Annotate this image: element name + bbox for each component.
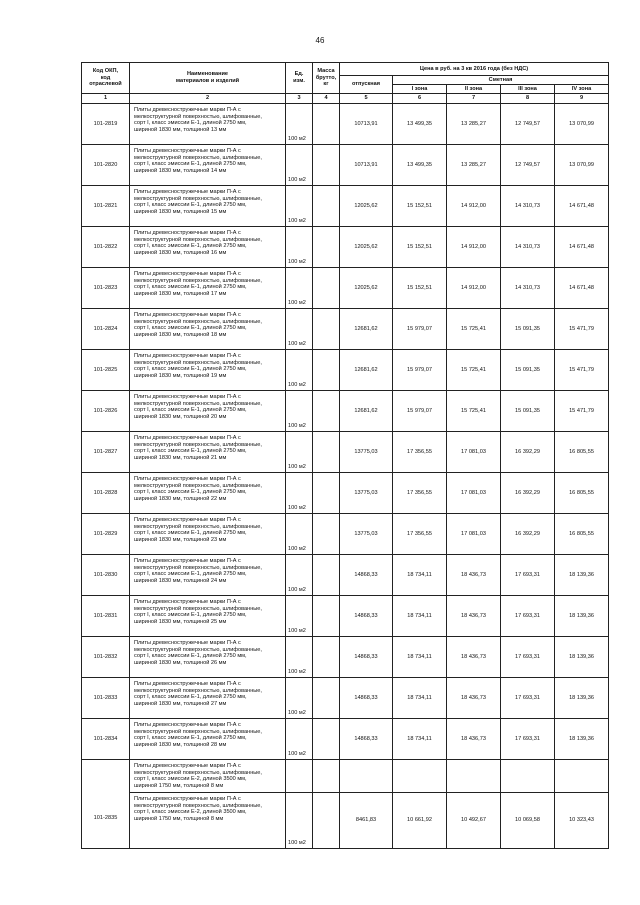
zone-1-price: 18 734,11 [393, 719, 447, 760]
zone-2-price: 17 081,03 [447, 514, 501, 555]
gross-mass [313, 104, 340, 145]
zone-1-price: 15 979,07 [393, 309, 447, 350]
unit-of-measure: 100 м2 [286, 637, 313, 678]
table-row [82, 350, 609, 391]
zone-3-price: 12 749,57 [501, 145, 555, 186]
header-price-group: Цена в руб. на 3 кв 2016 года (без НДС) [340, 63, 609, 76]
column-number: 3 [286, 94, 313, 104]
release-price: 12025,62 [340, 227, 393, 268]
table-row [82, 555, 609, 596]
empty-cell [393, 760, 447, 793]
table-row [82, 637, 609, 678]
product-name: Плиты древесностружечные марки П-А с мелкоструктурной поверхностью, шлифованные, сорт I, класс эмиссии Е-1, длиной 2750 мм, шириной 1830 мм, толщиной 14 мм [130, 145, 286, 186]
unit-of-measure: 100 м2 [286, 792, 313, 848]
product-name: Плиты древесностружечные марки П-А с мелкоструктурной поверхностью, шлифованные, сорт I, класс эмиссии Е-1, длиной 2750 мм, шириной 1830 мм, толщиной 26 мм [130, 637, 286, 678]
product-name: Плиты древесностружечные марки П-А с мелкоструктурной поверхностью, шлифованные, сорт I, класс эмиссии Е-1, длиной 2750 мм, шириной 1830 мм, толщиной 15 мм [130, 186, 286, 227]
gross-mass [313, 350, 340, 391]
header-unit: Ед. изм. [286, 63, 313, 94]
release-price: 14868,33 [340, 596, 393, 637]
product-code: 101-2834 [82, 719, 130, 760]
table-row [82, 145, 609, 186]
zone-4-price: 14 671,48 [555, 268, 609, 309]
zone-1-price: 17 356,55 [393, 514, 447, 555]
table-row [82, 678, 609, 719]
table-row [82, 268, 609, 309]
zone-1-price: 13 499,35 [393, 104, 447, 145]
unit-of-measure: 100 м2 [286, 596, 313, 637]
product-code: 101-2830 [82, 555, 130, 596]
table-row [82, 596, 609, 637]
unit-of-measure: 100 м2 [286, 227, 313, 268]
zone-2-price: 13 285,27 [447, 145, 501, 186]
release-price: 12025,62 [340, 268, 393, 309]
gross-mass [313, 555, 340, 596]
zone-1-price: 17 356,55 [393, 473, 447, 514]
table-row [82, 391, 609, 432]
zone-4-price: 18 139,36 [555, 678, 609, 719]
product-code: 101-2828 [82, 473, 130, 514]
zone-2-price: 15 725,41 [447, 391, 501, 432]
product-code: 101-2820 [82, 145, 130, 186]
empty-cell [501, 760, 555, 793]
zone-4-price: 18 139,36 [555, 719, 609, 760]
gross-mass [313, 391, 340, 432]
product-name: Плиты древесностружечные марки П-А с мелкоструктурной поверхностью, шлифованные, сорт I, класс эмиссии Е-1, длиной 2750 мм, шириной 1830 мм, толщиной 28 мм [130, 719, 286, 760]
table-row [82, 760, 609, 793]
table-row [82, 104, 609, 145]
product-code: 101-2835 [82, 760, 130, 849]
unit-of-measure: 100 м2 [286, 555, 313, 596]
empty-cell [340, 760, 393, 793]
column-number: 5 [340, 94, 393, 104]
unit-of-measure: 100 м2 [286, 104, 313, 145]
release-price: 14868,33 [340, 555, 393, 596]
product-code: 101-2824 [82, 309, 130, 350]
table-row [82, 514, 609, 555]
release-price: 12681,62 [340, 391, 393, 432]
zone-4-price: 16 805,55 [555, 432, 609, 473]
zone-4-price: 13 070,99 [555, 145, 609, 186]
product-code: 101-2826 [82, 391, 130, 432]
column-number: 6 [393, 94, 447, 104]
release-price: 13775,03 [340, 473, 393, 514]
product-name: Плиты древесностружечные марки П-А с мелкоструктурной поверхностью, шлифованные, сорт I, класс эмиссии Е-1, длиной 2750 мм, шириной 1830 мм, толщиной 19 мм [130, 350, 286, 391]
zone-1-price: 15 152,51 [393, 268, 447, 309]
unit-of-measure: 100 м2 [286, 391, 313, 432]
column-number: 2 [130, 94, 286, 104]
header-zone-2: II зона [447, 85, 501, 94]
product-name: Плиты древесностружечные марки П-А с мелкоструктурной поверхностью, шлифованные, сорт I, класс эмиссии Е-1, длиной 2750 мм, шириной 1830 мм, толщиной 13 мм [130, 104, 286, 145]
release-price: 12681,62 [340, 350, 393, 391]
gross-mass [313, 432, 340, 473]
release-price: 14868,33 [340, 678, 393, 719]
zone-2-price: 14 912,00 [447, 268, 501, 309]
release-price: 12025,62 [340, 186, 393, 227]
zone-4-price: 15 471,79 [555, 309, 609, 350]
gross-mass [313, 596, 340, 637]
product-name: Плиты древесностружечные марки П-А с мелкоструктурной поверхностью, шлифованные, сорт I, класс эмиссии Е-1, длиной 2750 мм, шириной 1830 мм, толщиной 17 мм [130, 268, 286, 309]
product-code: 101-2833 [82, 678, 130, 719]
zone-2-price: 15 725,41 [447, 309, 501, 350]
table-row [82, 227, 609, 268]
zone-3-price: 17 693,31 [501, 555, 555, 596]
header-estimate: Сметная [393, 76, 609, 85]
product-name: Плиты древесностружечные марки П-А с мелкоструктурной поверхностью, шлифованные, сорт I, класс эмиссии Е-1, длиной 2750 мм, шириной 1830 мм, толщиной 24 мм [130, 555, 286, 596]
unit-of-measure: 100 м2 [286, 514, 313, 555]
zone-2-price: 18 436,73 [447, 555, 501, 596]
unit-of-measure: 100 м2 [286, 309, 313, 350]
table-row [82, 432, 609, 473]
zone-1-price: 15 152,51 [393, 227, 447, 268]
product-code: 101-2831 [82, 596, 130, 637]
zone-1-price: 15 152,51 [393, 186, 447, 227]
zone-3-price: 14 310,73 [501, 227, 555, 268]
unit-of-measure: 100 м2 [286, 473, 313, 514]
product-name: Плиты древесностружечные марки П-А с мелкоструктурной поверхностью, шлифованные, сорт I, класс эмиссии Е-1, длиной 2750 мм, шириной 1830 мм, толщиной 25 мм [130, 596, 286, 637]
header-zone-1: I зона [393, 85, 447, 94]
zone-1-price: 18 734,11 [393, 637, 447, 678]
product-name: Плиты древесностружечные марки П-А с мелкоструктурной поверхностью, шлифованные, сорт I, класс эмиссии Е-2, длиной 3500 мм, шириной 1750 мм, толщиной 8 мм [130, 792, 286, 848]
gross-mass [313, 145, 340, 186]
gross-mass [313, 268, 340, 309]
release-price: 14868,33 [340, 719, 393, 760]
zone-1-price: 10 661,92 [393, 792, 447, 848]
header-name: Наименование материалов и изделий [130, 63, 286, 94]
price-table [81, 62, 609, 849]
gross-mass [313, 792, 340, 848]
empty-cell [313, 760, 340, 793]
zone-1-price: 13 499,35 [393, 145, 447, 186]
column-number: 8 [501, 94, 555, 104]
release-price: 10713,91 [340, 104, 393, 145]
table-row [82, 792, 609, 848]
zone-2-price: 17 081,03 [447, 473, 501, 514]
release-price: 12681,62 [340, 309, 393, 350]
unit-of-measure: 100 м2 [286, 350, 313, 391]
product-name: Плиты древесностружечные марки П-А с мелкоструктурной поверхностью, шлифованные, сорт I, класс эмиссии Е-1, длиной 2750 мм, шириной 1830 мм, толщиной 27 мм [130, 678, 286, 719]
product-name: Плиты древесностружечные марки П-А с мелкоструктурной поверхностью, шлифованные, сорт I, класс эмиссии Е-1, длиной 2750 мм, шириной 1830 мм, толщиной 21 мм [130, 432, 286, 473]
unit-of-measure: 100 м2 [286, 186, 313, 227]
release-price: 10713,91 [340, 145, 393, 186]
zone-4-price: 10 323,43 [555, 792, 609, 848]
zone-1-price: 15 979,07 [393, 350, 447, 391]
product-code: 101-2829 [82, 514, 130, 555]
table-row [82, 719, 609, 760]
header-zone-4: IV зона [555, 85, 609, 94]
zone-2-price: 13 285,27 [447, 104, 501, 145]
zone-4-price: 16 805,55 [555, 473, 609, 514]
table-row [82, 186, 609, 227]
product-code: 101-2823 [82, 268, 130, 309]
product-name: Плиты древесностружечные марки П-А с мелкоструктурной поверхностью, шлифованные, сорт I, класс эмиссии Е-1, длиной 2750 мм, шириной 1830 мм, толщиной 23 мм [130, 514, 286, 555]
release-price: 8461,83 [340, 792, 393, 848]
column-number: 9 [555, 94, 609, 104]
zone-4-price: 13 070,99 [555, 104, 609, 145]
zone-3-price: 15 091,35 [501, 391, 555, 432]
zone-3-price: 16 392,29 [501, 514, 555, 555]
zone-2-price: 10 492,67 [447, 792, 501, 848]
product-code: 101-2819 [82, 104, 130, 145]
header-code: Код ОКП, код отраслевой [82, 63, 130, 94]
gross-mass [313, 678, 340, 719]
zone-4-price: 18 139,36 [555, 596, 609, 637]
release-price: 13775,03 [340, 514, 393, 555]
zone-4-price: 15 471,79 [555, 350, 609, 391]
zone-4-price: 18 139,36 [555, 555, 609, 596]
zone-3-price: 17 693,31 [501, 719, 555, 760]
column-number: 1 [82, 94, 130, 104]
gross-mass [313, 719, 340, 760]
product-name: Плиты древесностружечные марки П-А с мелкоструктурной поверхностью, шлифованные, сорт I, класс эмиссии Е-1, длиной 2750 мм, шириной 1830 мм, толщиной 22 мм [130, 473, 286, 514]
zone-2-price: 18 436,73 [447, 719, 501, 760]
product-code: 101-2821 [82, 186, 130, 227]
zone-2-price: 14 912,00 [447, 227, 501, 268]
table-row [82, 309, 609, 350]
zone-3-price: 17 693,31 [501, 596, 555, 637]
release-price: 13775,03 [340, 432, 393, 473]
product-name: Плиты древесностружечные марки П-А с мелкоструктурной поверхностью, шлифованные, сорт I, класс эмиссии Е-1, длиной 2750 мм, шириной 1830 мм, толщиной 20 мм [130, 391, 286, 432]
zone-1-price: 18 734,11 [393, 596, 447, 637]
zone-2-price: 18 436,73 [447, 678, 501, 719]
column-number: 4 [313, 94, 340, 104]
gross-mass [313, 637, 340, 678]
zone-1-price: 18 734,11 [393, 555, 447, 596]
empty-cell [447, 760, 501, 793]
zone-2-price: 17 081,03 [447, 432, 501, 473]
header-release: отпускная [340, 76, 393, 94]
zone-3-price: 16 392,29 [501, 473, 555, 514]
product-code: 101-2822 [82, 227, 130, 268]
zone-4-price: 14 671,48 [555, 186, 609, 227]
gross-mass [313, 227, 340, 268]
empty-cell [555, 760, 609, 793]
unit-of-measure: 100 м2 [286, 678, 313, 719]
zone-3-price: 10 069,58 [501, 792, 555, 848]
zone-3-price: 15 091,35 [501, 309, 555, 350]
product-name: Плиты древесностружечные марки П-А с мелкоструктурной поверхностью, шлифованные, сорт I, класс эмиссии Е-2, длиной 3500 мм, шириной 1750 мм, толщиной 8 мм [130, 760, 286, 793]
gross-mass [313, 309, 340, 350]
zone-3-price: 17 693,31 [501, 637, 555, 678]
unit-of-measure: 100 м2 [286, 432, 313, 473]
zone-4-price: 15 471,79 [555, 391, 609, 432]
product-code: 101-2825 [82, 350, 130, 391]
table-row [82, 473, 609, 514]
zone-4-price: 14 671,48 [555, 227, 609, 268]
unit-of-measure: 100 м2 [286, 145, 313, 186]
product-code: 101-2827 [82, 432, 130, 473]
zone-2-price: 15 725,41 [447, 350, 501, 391]
zone-4-price: 18 139,36 [555, 637, 609, 678]
zone-4-price: 16 805,55 [555, 514, 609, 555]
unit-of-measure: 100 м2 [286, 268, 313, 309]
zone-2-price: 14 912,00 [447, 186, 501, 227]
column-number: 7 [447, 94, 501, 104]
header-mass: Масса брутто, кг [313, 63, 340, 94]
gross-mass [313, 473, 340, 514]
zone-3-price: 14 310,73 [501, 186, 555, 227]
empty-cell [286, 760, 313, 793]
release-price: 14868,33 [340, 637, 393, 678]
product-code: 101-2832 [82, 637, 130, 678]
gross-mass [313, 514, 340, 555]
product-name: Плиты древесностружечные марки П-А с мелкоструктурной поверхностью, шлифованные, сорт I, класс эмиссии Е-1, длиной 2750 мм, шириной 1830 мм, толщиной 16 мм [130, 227, 286, 268]
zone-3-price: 12 749,57 [501, 104, 555, 145]
zone-2-price: 18 436,73 [447, 596, 501, 637]
zone-1-price: 18 734,11 [393, 678, 447, 719]
gross-mass [313, 186, 340, 227]
zone-1-price: 15 979,07 [393, 391, 447, 432]
zone-3-price: 17 693,31 [501, 678, 555, 719]
header-zone-3: III зона [501, 85, 555, 94]
zone-3-price: 14 310,73 [501, 268, 555, 309]
product-name: Плиты древесностружечные марки П-А с мелкоструктурной поверхностью, шлифованные, сорт I, класс эмиссии Е-1, длиной 2750 мм, шириной 1830 мм, толщиной 18 мм [130, 309, 286, 350]
zone-3-price: 15 091,35 [501, 350, 555, 391]
zone-3-price: 16 392,29 [501, 432, 555, 473]
page-number: 46 [315, 36, 325, 45]
zone-1-price: 17 356,55 [393, 432, 447, 473]
zone-2-price: 18 436,73 [447, 637, 501, 678]
unit-of-measure: 100 м2 [286, 719, 313, 760]
